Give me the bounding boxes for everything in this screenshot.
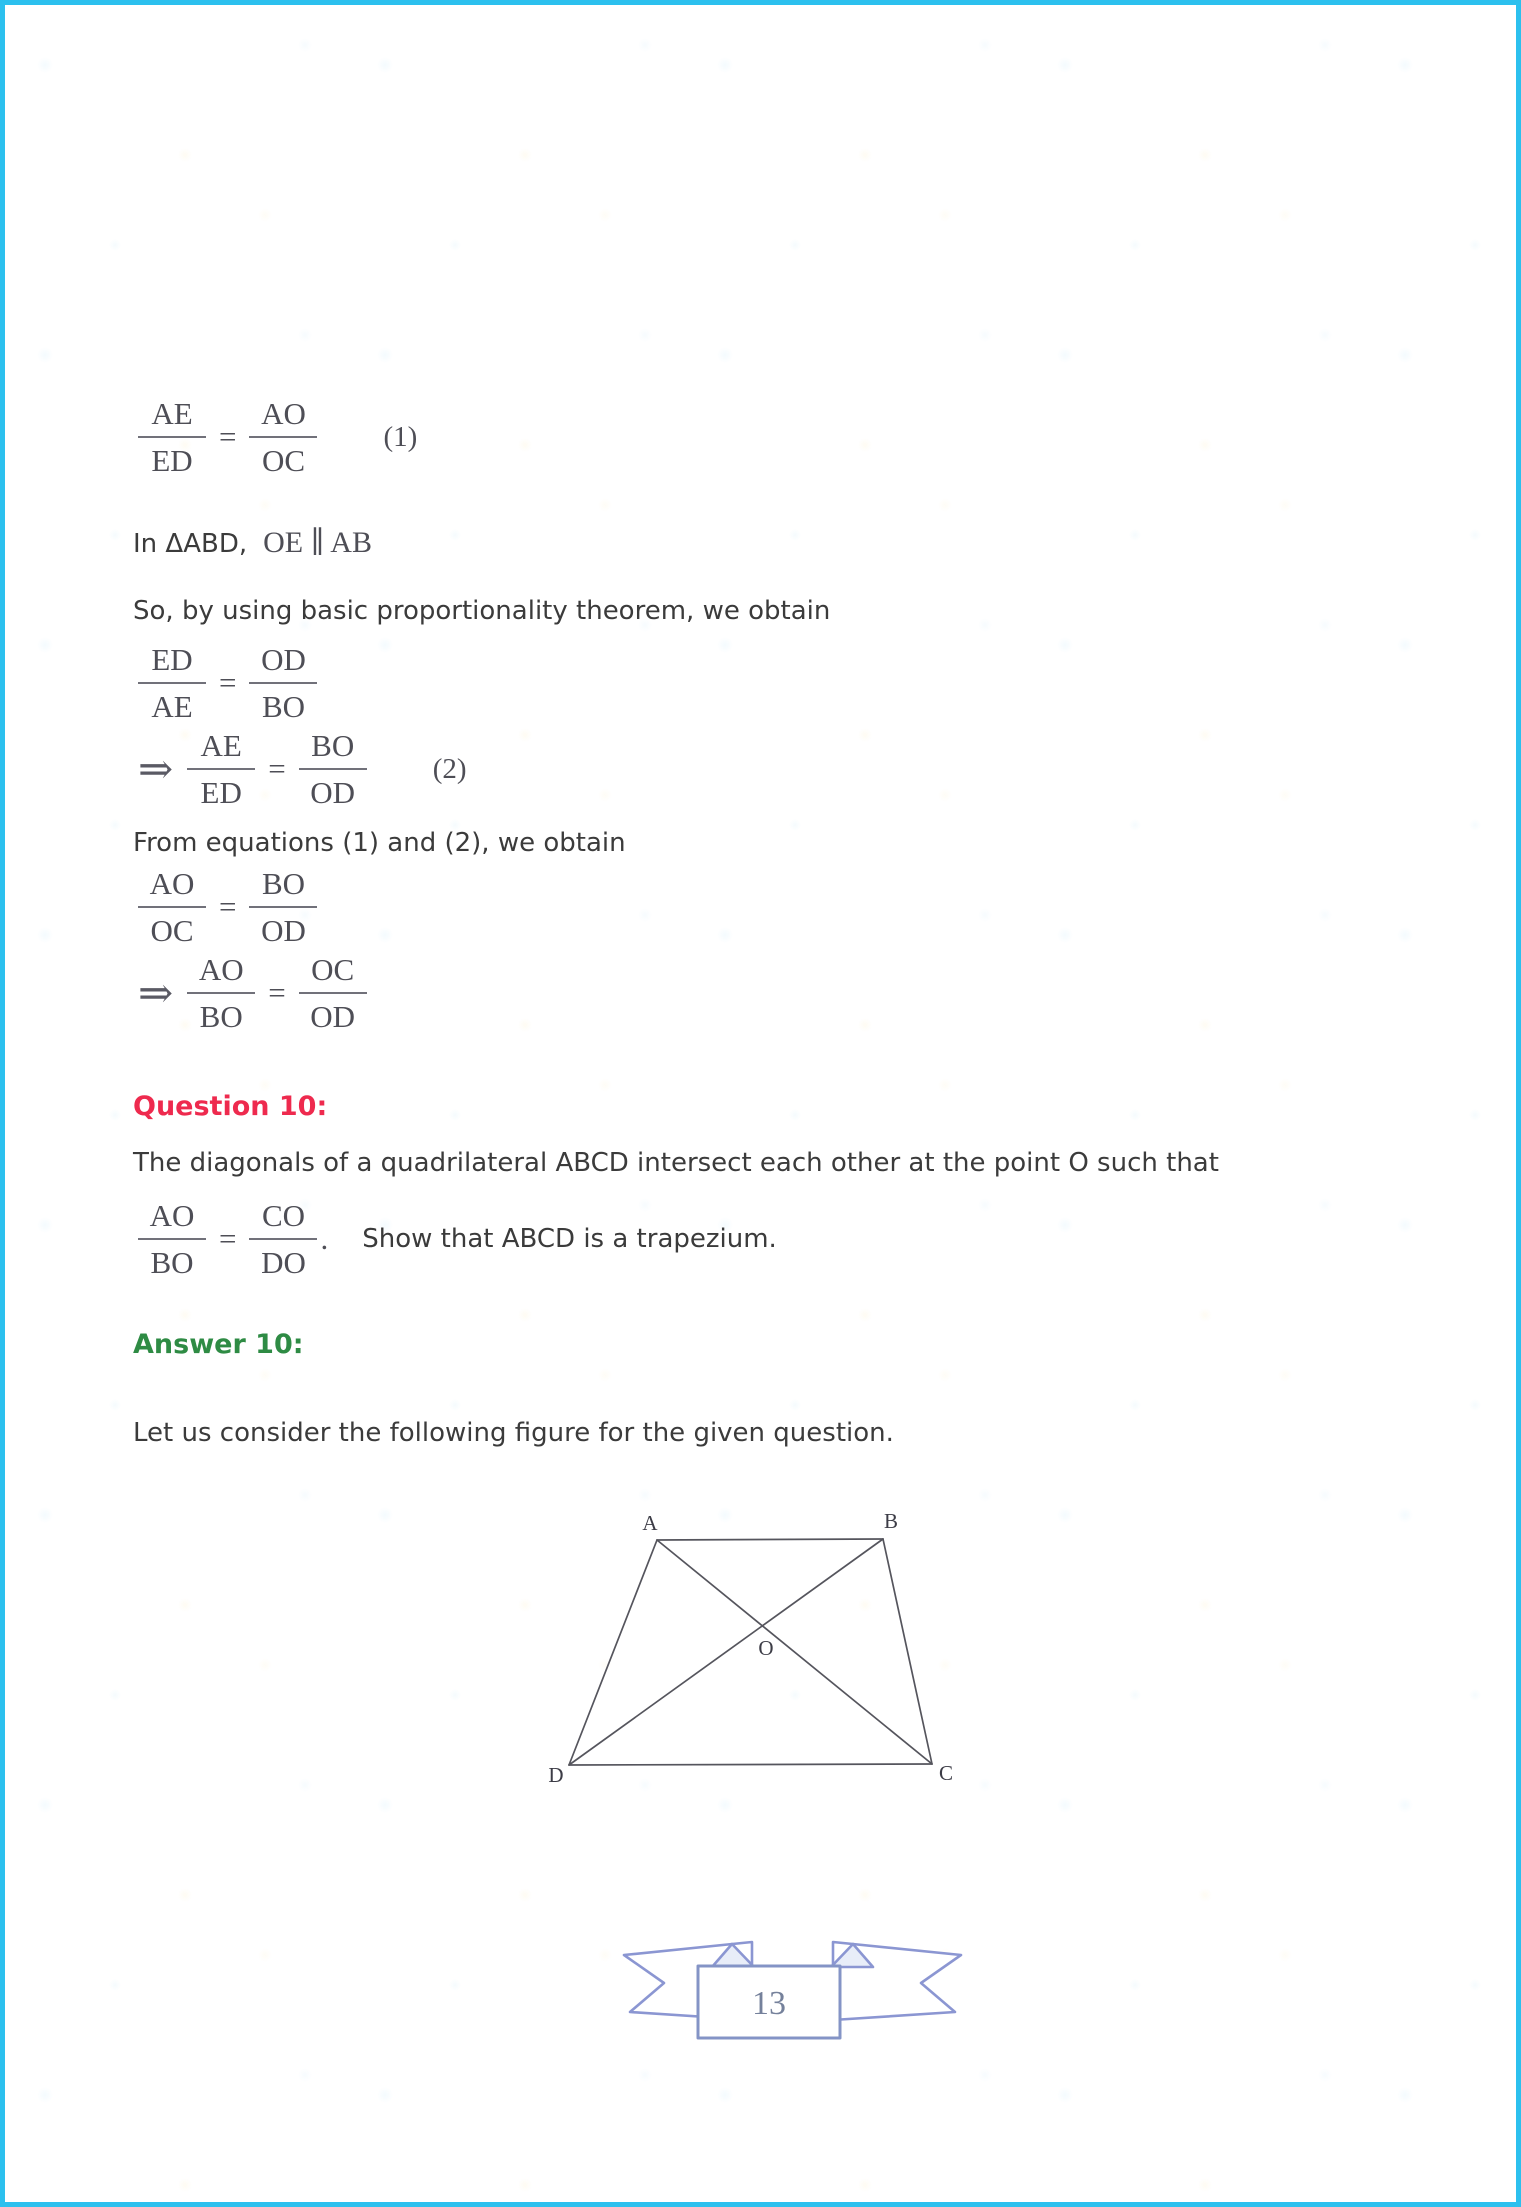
fraction — [187, 727, 255, 811]
equals-sign: = — [219, 1221, 237, 1256]
parallel-math-expression: OE ∥ AB — [263, 526, 372, 559]
fraction — [138, 865, 206, 949]
equals-sign: = — [219, 419, 237, 454]
equation-4 — [138, 865, 317, 949]
fraction — [138, 1197, 206, 1281]
question-tail-text: Show that ABCD is a trapezium. — [362, 1224, 777, 1254]
vertex-label-c: C — [938, 1761, 954, 1785]
fraction-numerator: BO — [311, 728, 355, 763]
question-text: The diagonals of a quadrilateral ABCD intersect each other at the point O such that — [133, 1148, 1219, 1178]
diagonal-bd — [569, 1539, 883, 1765]
fraction-denominator: OC — [249, 436, 317, 479]
equation-number-label: (1) — [383, 420, 418, 453]
equals-sign: = — [268, 975, 286, 1010]
fraction — [138, 395, 206, 479]
fraction — [249, 395, 317, 479]
equation-6 — [138, 1197, 777, 1281]
fraction-denominator: OC — [138, 906, 206, 949]
fraction-numerator: AO — [198, 952, 244, 987]
fraction — [138, 641, 206, 725]
equals-sign: = — [219, 889, 237, 924]
fraction-denominator: BO — [138, 1238, 206, 1281]
fraction-numerator: AO — [149, 866, 195, 901]
vertex-label-b: B — [883, 1509, 899, 1533]
vertex-label-a: A — [642, 1511, 658, 1535]
equation-2 — [138, 641, 317, 725]
fraction-denominator: AE — [138, 682, 206, 725]
fraction-numerator: ED — [151, 642, 193, 677]
fraction-numerator: OC — [311, 952, 355, 987]
fraction — [299, 727, 367, 811]
fraction — [249, 641, 317, 725]
page-number-ribbon — [620, 1930, 965, 2045]
equals-sign: = — [219, 665, 237, 700]
fraction-denominator: BO — [249, 682, 317, 725]
implies-arrow-icon: ⇒ — [138, 971, 174, 1017]
trapezium-figure — [510, 1500, 1000, 1810]
equals-sign: = — [268, 751, 286, 786]
fraction-denominator: OD — [299, 992, 367, 1035]
answer-heading: Answer 10: — [133, 1329, 304, 1360]
statement-text: In ΔABD, — [133, 529, 248, 559]
fraction-denominator: ED — [187, 768, 255, 811]
equation-period: . — [320, 1221, 329, 1256]
edge-ab — [657, 1539, 883, 1540]
statement-from-equations: From equations (1) and (2), we obtain — [133, 828, 626, 858]
fraction-numerator: BO — [261, 866, 306, 901]
intersection-label-o: O — [758, 1636, 774, 1660]
fraction — [187, 951, 255, 1035]
fraction-denominator: DO — [249, 1238, 317, 1281]
page-number: 13 — [752, 1985, 786, 2022]
fraction-numerator: OD — [261, 642, 306, 677]
fraction-denominator: ED — [138, 436, 206, 479]
fraction — [249, 865, 317, 949]
equation-5 — [138, 951, 367, 1035]
fraction-denominator: OD — [299, 768, 367, 811]
fraction-numerator: AE — [200, 728, 242, 763]
fraction-numerator: AO — [149, 1198, 195, 1233]
edge-dc — [569, 1764, 932, 1765]
edge-ad — [569, 1540, 657, 1765]
statement-in-triangle — [133, 527, 372, 560]
fraction-numerator: AE — [151, 396, 193, 431]
equation-1 — [138, 395, 417, 479]
statement-bpt: So, by using basic proportionality theorem, we obtain — [133, 596, 831, 626]
equation-number-label: (2) — [432, 752, 467, 785]
fraction-numerator: CO — [261, 1198, 306, 1233]
fraction-denominator: BO — [187, 992, 255, 1035]
fraction — [299, 951, 367, 1035]
question-heading: Question 10: — [133, 1091, 328, 1122]
equation-3 — [138, 727, 467, 811]
vertex-label-d: D — [548, 1763, 564, 1787]
fraction — [249, 1197, 317, 1281]
fraction-denominator: OD — [249, 906, 317, 949]
fraction-numerator: AO — [261, 396, 306, 431]
implies-arrow-icon: ⇒ — [138, 747, 174, 793]
answer-intro-text: Let us consider the following figure for the given question. — [133, 1418, 894, 1448]
